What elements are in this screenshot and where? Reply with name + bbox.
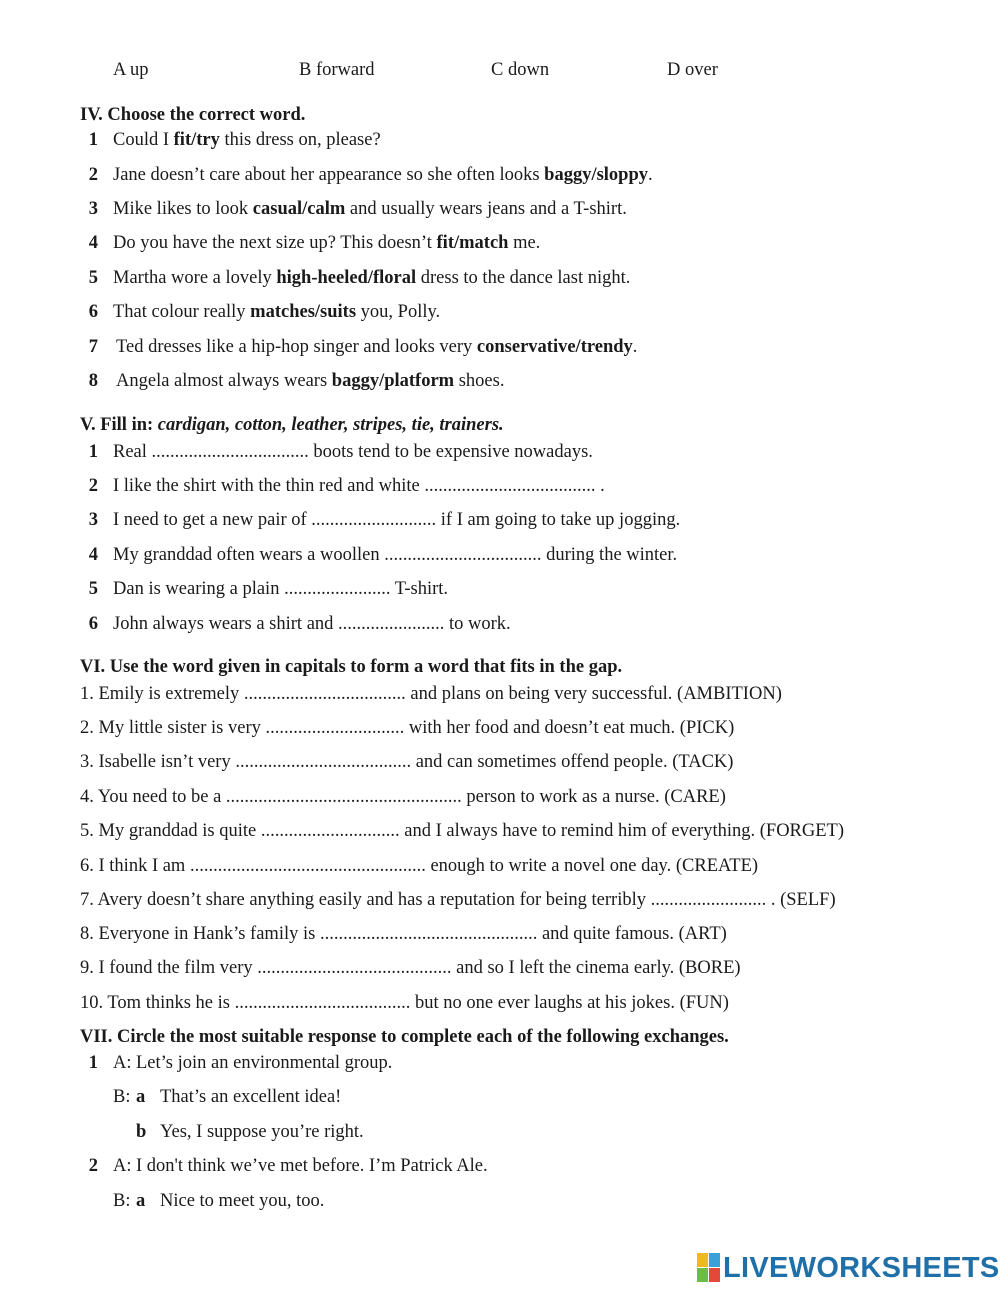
word-choice[interactable]: conservative/trendy (476, 337, 633, 357)
sentence-start: That colour really (113, 302, 251, 322)
sentence-end: this dress on, please? (219, 130, 381, 150)
choice-sentence (116, 371, 504, 392)
sentence-start: Could I (113, 130, 174, 150)
sentence-end: and usually wears jeans and a T-shirt. (345, 199, 627, 219)
option-c: C down (491, 60, 550, 80)
fill-in-sentence[interactable]: My granddad often wears a woollen .................................. during the winter. (113, 545, 678, 565)
option-d: D over (667, 60, 718, 80)
word-formation-sentence[interactable]: 8. Everyone in Hank’s family is ............................................... and quite famous. (ART) (80, 924, 727, 944)
exchange-1-number: 1 (88, 1053, 98, 1073)
section-v-word-bank: cardigan, cotton, leather, stripes, tie, trainers. (157, 415, 504, 435)
word-choice[interactable]: matches/suits (250, 302, 357, 322)
fill-in-sentence[interactable]: Dan is wearing a plain ....................... T-shirt. (113, 579, 449, 599)
exchange-2-option-a-letter: a (136, 1191, 146, 1211)
word-formation-sentence[interactable]: 1. Emily is extremely ................................... and plans on being very successful. (AMBITION) (80, 684, 782, 704)
logo-square (709, 1268, 720, 1282)
sentence-start: Martha wore a lovely (113, 268, 277, 288)
logo-icon (697, 1253, 721, 1283)
word-choice[interactable]: fit/try (173, 130, 220, 150)
item-number: 4 (88, 545, 98, 565)
choice-sentence (113, 302, 440, 323)
sentence-start: Mike likes to look (113, 199, 253, 219)
sentence-end: me. (508, 233, 541, 253)
sentence-start: Ted dresses like a hip-hop singer and looks very (116, 337, 477, 357)
item-number: 3 (88, 199, 98, 219)
item-number: 6 (88, 302, 98, 322)
sentence-end: dress to the dance last night. (416, 268, 631, 288)
word-formation-sentence[interactable]: 10. Tom thinks he is ...................................... but no one ever laughs at his jokes. (FUN) (80, 993, 729, 1013)
fill-in-sentence[interactable]: John always wears a shirt and ....................... to work. (113, 614, 511, 634)
item-number: 1 (88, 130, 98, 150)
choice-sentence (116, 337, 637, 358)
section-iv-heading: IV. Choose the correct word. (80, 105, 306, 125)
item-number: 4 (88, 233, 98, 253)
exchange-1-option-b[interactable]: Yes, I suppose you’re right. (160, 1122, 364, 1142)
item-number: 7 (88, 337, 98, 357)
word-choice[interactable]: casual/calm (252, 199, 346, 219)
logo-square (697, 1253, 708, 1267)
word-choice[interactable]: high-heeled/floral (276, 268, 417, 288)
exchange-1-option-b-letter: b (136, 1122, 147, 1142)
section-vii-heading: VII. Circle the most suitable response to complete each of the following exchanges. (80, 1027, 729, 1047)
item-number: 6 (88, 614, 98, 634)
word-choice[interactable]: fit/match (436, 233, 509, 253)
sentence-start: Angela almost always wears (116, 371, 332, 391)
sentence-start: Do you have the next size up? This doesn’t (113, 233, 437, 253)
exchange-1-speaker-b: B: (113, 1087, 131, 1107)
item-number: 2 (88, 165, 98, 185)
exchange-2-speaker-a: A: (113, 1156, 132, 1176)
liveworksheets-logo[interactable] (697, 1250, 1000, 1286)
word-formation-sentence[interactable]: 5. My granddad is quite .............................. and I always have to remind him of everything. (FORGET) (80, 821, 845, 841)
choice-sentence (113, 130, 381, 151)
exchange-1-speaker-a: A: (113, 1053, 132, 1073)
exchange-2-number: 2 (88, 1156, 98, 1176)
word-formation-sentence[interactable]: 6. I think I am ................................................... enough to write a novel one day. (CREATE) (80, 856, 759, 876)
exchange-1-prompt: Let’s join an environmental group. (136, 1053, 393, 1073)
choice-sentence (113, 268, 630, 289)
exchange-2-prompt: I don't think we’ve met before. I’m Patrick Ale. (136, 1156, 488, 1176)
sentence-start: Jane doesn’t care about her appearance so she often looks (113, 165, 545, 185)
word-formation-sentence[interactable]: 9. I found the film very .......................................... and so I left the cinema early. (BORE) (80, 958, 741, 978)
exchange-1-option-a[interactable]: That’s an excellent idea! (160, 1087, 342, 1107)
item-number: 5 (88, 268, 98, 288)
option-b: B forward (299, 60, 375, 80)
choice-sentence (113, 233, 540, 254)
exchange-2-option-a[interactable]: Nice to meet you, too. (160, 1191, 325, 1211)
item-number: 1 (88, 442, 98, 462)
sentence-end: . (648, 165, 653, 185)
logo-square (697, 1268, 708, 1282)
logo-text: LIVEWORKSHEETS (723, 1251, 1000, 1284)
word-choice[interactable]: baggy/sloppy (544, 165, 649, 185)
section-v-heading (80, 415, 504, 436)
logo-square (709, 1253, 720, 1267)
sentence-end: shoes. (454, 371, 505, 391)
choice-sentence (113, 199, 627, 220)
section-vi-heading: VI. Use the word given in capitals to form a word that fits in the gap. (80, 657, 623, 677)
fill-in-sentence[interactable]: I like the shirt with the thin red and white ..................................... . (113, 476, 605, 496)
word-formation-sentence[interactable]: 7. Avery doesn’t share anything easily and has a reputation for being terribly ......................... . (SELF) (80, 890, 836, 910)
word-formation-sentence[interactable]: 2. My little sister is very .............................. with her food and doesn’t eat much. (PICK) (80, 718, 735, 738)
option-a: A up (113, 60, 149, 80)
item-number: 3 (88, 510, 98, 530)
word-formation-sentence[interactable]: 3. Isabelle isn’t very ...................................... and can sometimes offend people. (TACK) (80, 752, 734, 772)
sentence-end: you, Polly. (356, 302, 441, 322)
choice-sentence (113, 165, 653, 186)
item-number: 2 (88, 476, 98, 496)
item-number: 5 (88, 579, 98, 599)
item-number: 8 (88, 371, 98, 391)
exchange-1-option-a-letter: a (136, 1087, 146, 1107)
word-formation-sentence[interactable]: 4. You need to be a ................................................... person to work as a nurse. (CARE) (80, 787, 726, 807)
word-choice[interactable]: baggy/platform (331, 371, 455, 391)
fill-in-sentence[interactable]: I need to get a new pair of ........................... if I am going to take up jogging. (113, 510, 681, 530)
section-v-heading-label: V. Fill in: (80, 415, 158, 435)
exchange-2-speaker-b: B: (113, 1191, 131, 1211)
sentence-end: . (632, 337, 638, 357)
fill-in-sentence[interactable]: Real .................................. boots tend to be expensive nowadays. (113, 442, 593, 462)
